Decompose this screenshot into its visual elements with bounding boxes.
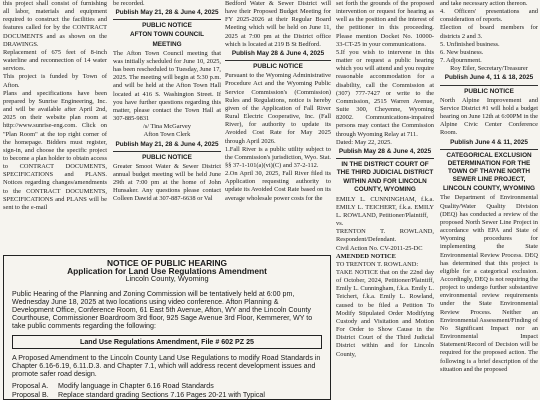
publish-line: Publish June 4, 11 & 18, 2025: [444, 74, 534, 82]
text: and take necessary action thereon.: [440, 0, 528, 7]
text: be recorded.: [113, 0, 145, 7]
addressee: TO TRENTON T. ROWLAND:: [336, 260, 419, 268]
dated-line: Dated: May 22, 2025.: [336, 138, 392, 146]
notice-title: CATEGORICAL EXCLUSION DETERMINATION FOR THE TOWN OF THAYNE NORTH SEWER LINE PROJECT,: [446, 151, 532, 184]
civil-action-number: Civil Action No. CV-2011-25-DC: [336, 244, 423, 252]
text: 5.If you wish to intervene in this matter or request a public hearing which you will attend and you require reasonable accommodation for a disability, call the Commission at (307) 777-7427 or write to the Commission, 2515 Warren Avenue, Suite 300, Cheyenne, Wyoming 82002. Communications-impaired persons may contact the Commission through Wyoming Relay at 711.: [336, 48, 434, 138]
case-parties: EMILY L. CUNNINGHAM, f.k.a. EMILY L. TEICHERT, f.k.a. EMILY L. ROWLAND, Petitioner/Plaintiff,: [336, 195, 434, 219]
notice-subtitle: LINCOLN COUNTY, WYOMING: [443, 185, 535, 193]
agenda-item: 5. Unfinished business.: [440, 40, 500, 48]
defendant: TRENTON T. ROWLAND, Respondent/Defendant.: [336, 228, 434, 244]
notice-title: PUBLIC NOTICE: [142, 153, 192, 161]
notice-title: PUBLIC NOTICE: [253, 63, 303, 71]
box-title: NOTICE OF PUBLIC HEARING: [106, 258, 228, 268]
public-hearing-notice-box: [3, 255, 331, 400]
proposal-row: [12, 391, 322, 399]
notice-body: Pursuant to the Wyoming Administrative Procedure Act and the Wyoming Public Service Commission's (Commission) Rules and Regulations, notice is hereby given of the Application of Fall River Rural Electric Cooperative, Inc. (Fall River), for authority to update its Avoided Cost Rate for May 2025 through April 2026.: [225, 72, 331, 145]
notice-title: PUBLIC NOTICE: [142, 22, 192, 30]
divider: [225, 60, 331, 61]
publish-line: Publish May 21, 28 & June 4, 2025: [115, 9, 219, 17]
notice-subtitle: AFTON TOWN COUNCIL: [130, 31, 204, 39]
versus: vs.: [336, 220, 344, 228]
proposal-row: [12, 382, 322, 390]
col1-paragraph: this project shall consist of furnishing all labor, materials and equipment required to construct the facilities and features called for by the CONTRACT DOCUMENTS and as shown on the DRAWINGS.: [3, 0, 107, 48]
notice-body: TAKE NOTICE that on the 22nd day of October, 2024, Petitioner/Plaintiff, Emily L. Cunningham, f.k.a. Emily L. Teichert, f.k.a. Emily L. Rowland, caused to be filed a Petition To Modify Stipulated Order Modifying Custody and Visitation and Motion For Order to Show Cause in the District Court of the Third Judicial District within and for Lincoln County,: [336, 269, 434, 358]
box-location: Lincoln County, Wyoming: [125, 274, 209, 284]
notice-body: 1.Fall River is a public utility subject to the Commission's jurisdiction, Wyo. Stat. §§ 37-1-101(a)(vi)(C) and 37-2-112.: [225, 145, 331, 169]
publish-line: Publish June 4 & 11, 2025: [450, 138, 528, 146]
column-4: [336, 0, 434, 359]
notice-body: The Afton Town Council meeting that was initially scheduled for June 10, 2025, has been rescheduled to Tuesday, June 17, 2025. The meeting will begin at 5:30 p.m. and will be held at the Afton Town Hall located at 416 S. Washington Street. If you have further questions regarding this matter, please contact the Town Hall at 307-885-9831: [113, 49, 221, 123]
box-subtitle: Application for Land Use Regulations Amendment: [67, 266, 267, 277]
notice-subtitle: MEETING: [152, 40, 182, 48]
signature: Roy Eiler, Secretary/Treasurer: [450, 65, 528, 73]
box-paragraph: A Proposed Amendment to the Lincoln County Land Use Regulations to modify Road Standards in Chapter 6.16-6.19, 6.11.D.3. and Chapter 7.1, which will address recent development issues and promote safer road design.: [12, 353, 321, 379]
column-2: [113, 0, 221, 204]
column-clip: [336, 392, 434, 400]
box-file-heading: Land Use Regulations Amendment, File # 602 PZ 25: [12, 335, 322, 349]
proposal-label: Proposal A.: [12, 382, 49, 391]
court-heading: IN THE DISTRICT COURT OF THE THIRD JUDICIAL DISTRICT: [336, 160, 434, 177]
column-3: [225, 0, 331, 203]
column-5: [440, 0, 538, 374]
court-heading: WITHIN AND FOR LINCOLN COUNTY, WYOMING: [343, 178, 427, 194]
text: Bedford Water & Sewer District will have their Proposed Budget Meeting for FY 2025-2026 at their Regular Board Meeting which will be held on June 11, 2025 at 7:00 pm at the District office which is located at 219 B St Bedford.: [225, 0, 331, 48]
publish-line: Publish May 28 & June 4, 2025: [231, 49, 325, 57]
publish-line: Publish May 21, 28 & June 4, 2025: [115, 140, 219, 148]
agenda-item: Election of board members for districts 2 and 3.: [440, 24, 538, 40]
agenda-item: 7. Adjournment.: [440, 57, 482, 65]
col1-paragraph: Plans and specifications have been prepared by Sunrise Engineering, Inc. and will be available after April 2nd, 2025 on their website plan room at http://www.sunrise-eng.com. Click on "Plan Room" at the top right corner of the homepage. Bidders must register, sign-in, and choose the specific project to become a plan holder to obtain access to CONTRACT DOCUMENTS, SPECIFICATIONS and PLANS. Notices regarding changes/amendments to the CONTRACT DOCUMENTS, SPECIFICATIONS and PLANS will be sent to the e-mail: [3, 89, 107, 211]
proposal-text: Modify language in Chapter 6.16 Road Standards: [58, 382, 214, 391]
divider: [440, 85, 538, 86]
notice-body: 2.On April 30, 2025, Fall River filed its Application requesting authority to update its Avoided Cost Rate based on its average wholesale power costs for the: [225, 170, 331, 202]
col1-paragraph: This project is funded by Town of Afton.: [3, 73, 107, 89]
divider: [113, 19, 221, 20]
notice-body: North Alpine Improvement and Service District #1 will hold a budget hearing on June 12th at 6:00PM in the Alpine Civic Center Conference Room.: [440, 96, 538, 137]
divider: [440, 149, 538, 150]
text: set forth the grounds of the proposed intervention or request for hearing as well as the position and the interest of the petitioner in this proceeding. Please mention Docket No. 10000-33-CT-25 in your communications.: [336, 0, 434, 48]
notice-body: The Department of Environmental Quality/Water Quality Division (DEQ) has conducted a review of the proposed North Sewer Line Project in accordance with EPA and State of Wyoming procedures for implementing the State Environmental Review Process. DEQ has determined that this project is eligible for a categorical exclusion. Accordingly, DEQ is not requiring the project to undergo further substantive environmental review requirements under the State Environmental Review Process. Neither an Environmental Assessment/Finding of No Significant Impact nor an Environmental Impact Statement/Record of Decision will be required for the proposed action. The following is a brief description of the situation and the proposed: [440, 194, 538, 373]
amended-notice-title: AMENDED NOTICE: [336, 252, 396, 260]
agenda-item: 6. New business.: [440, 48, 484, 56]
signature-title: Afton Town Clerk: [143, 131, 191, 139]
notice-title: PUBLIC NOTICE: [464, 87, 514, 95]
publish-line: Publish May 28 & June 4, 2025: [338, 147, 432, 155]
proposal-text: Replace standard grading Sections 7.16 Pages 20-21 with Typical: [58, 390, 265, 399]
notice-body: Greater Smoot Water & Sewer District annual budget meeting will be held June 29th at 7:00 pm at the home of John Hunsaker. Any questions please contact Colleen Dawid at 307-887-6638 or Val: [113, 162, 221, 203]
col1-paragraph: Replacement of 675 feet of 8-inch waterline and reconnection of 14 water services.: [3, 48, 107, 73]
agenda-item: 4. Officers' presentations and consideration of reports.: [440, 8, 538, 24]
box-paragraph: Public Hearing of the Planning and Zoning Commission will be tentatively held at 6:00 pm, Wednesday June 18, 2025 at two locations using video conference. Afton Planning & Development Office, Conference Room, 61 East 5th Avenue, Afton, WY and the Lincoln County Courthouse, Commissioner Boardroom 3rd floor, 925 Sage Avenue 3rd Floor, Kemmerer, WY to take public comments regarding the following:: [12, 289, 313, 331]
divider: [336, 158, 434, 159]
divider: [113, 151, 221, 152]
column-1: [3, 0, 107, 212]
proposal-label: Proposal B.: [12, 390, 49, 399]
signature: /s/ Tina McGarvey: [143, 123, 191, 131]
